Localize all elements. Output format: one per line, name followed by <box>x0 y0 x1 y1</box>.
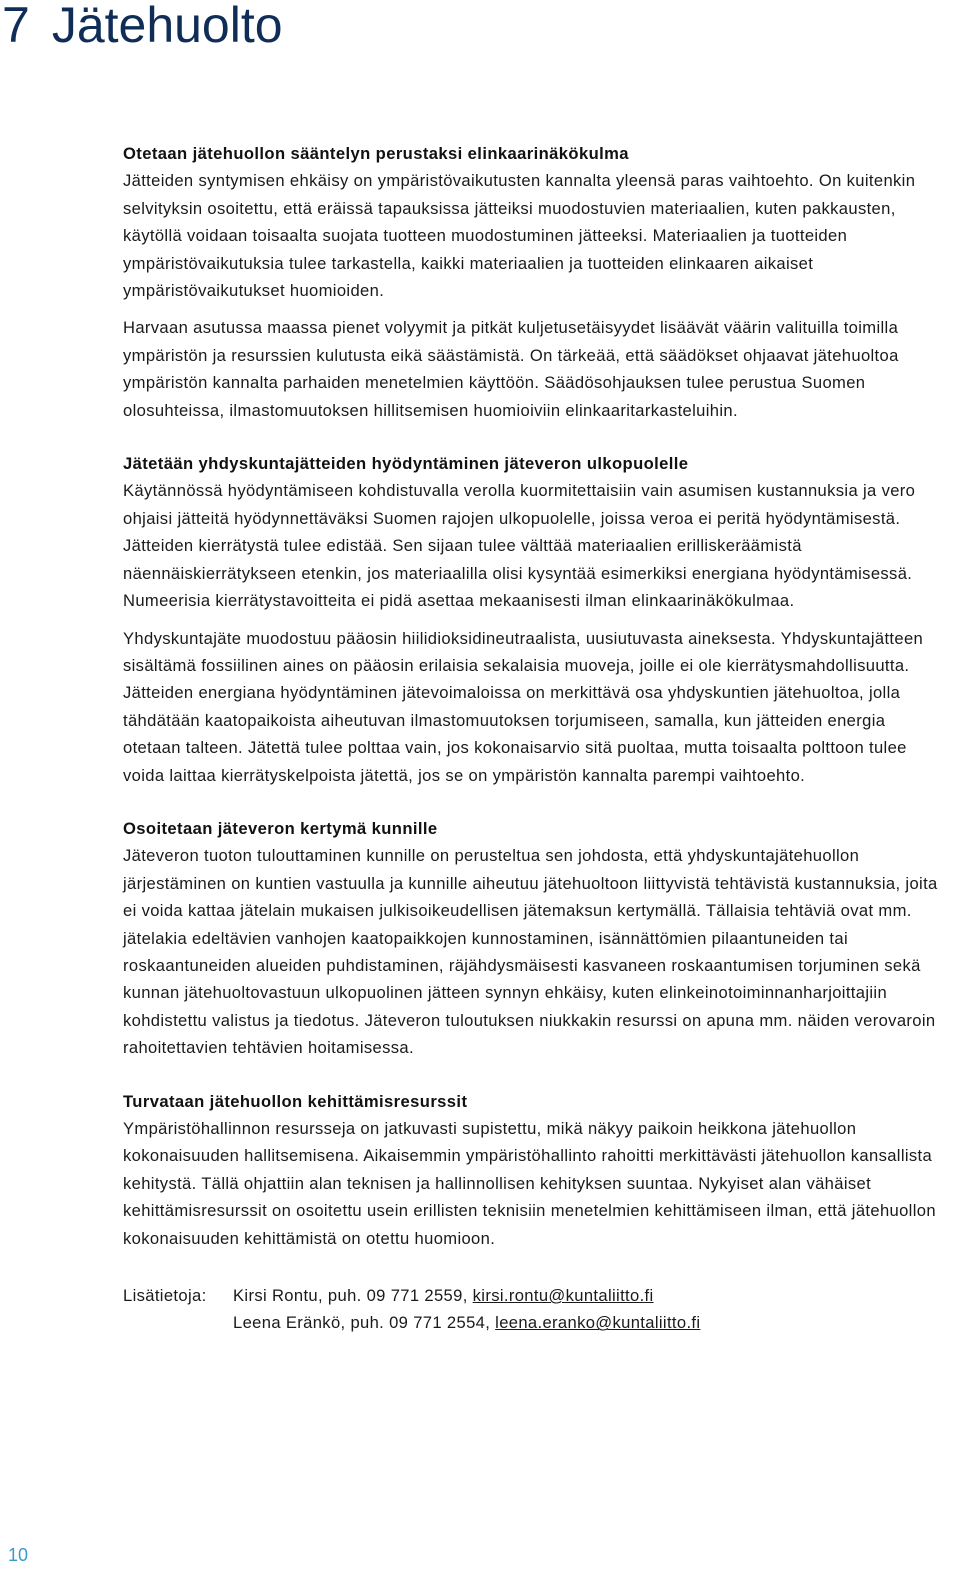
paragraph: Jäteveron tuoton tulouttaminen kunnille on perusteltua sen johdosta, että yhdyskuntajätehuollon järjestäminen on kuntien vastuulla ja kunnille aiheutuu jätehuoltoon liittyvistä tehtävistä kustannuksia, joita ei voida kattaa jätelain mukaisen julkisoikeudellisen jätemaksun kertymällä. Tällaisia tehtäviä ovat mm. jätelakia edeltävien vanhojen kaatopaikkojen kunnostaminen, isännättömien pilaantuneiden tai roskaantuneiden alueiden puhdistaminen, räjähdysmäisesti kasvaneen roskaantumisen torjuminen sekä kunnan jätehuoltovastuun ulkopuolinen jätteen synnyn ehkäisy, kuten elinkeinotoiminnanharjoittajiin kohdistettu valistus ja tiedotus. Jäteveron tuloutuksen niukkakin resurssi on apuna mm. näiden verovaroin rahoitettavien tehtävien hoitamisessa. <box>123 846 938 1058</box>
paragraph: Ympäristöhallinnon resursseja on jatkuvasti supistettu, mikä näkyy paikoin heikkona jätehuollon kokonaisuuden hallitsemisena. Aikaisemmin ympäristöhallinto rahoitti merkittävästi jätehuollon kansallista kehitystä. Tällä ohjattiin alan teknisen ja hallinnollisen kehityksen suuntaa. Nykyiset alan vähäiset kehittämisresurssit on osoitettu usein erillisten teknisiin menetelmien kehittämiseen ilman, että jätehuollon kokonaisuuden kehittämistä on otettu huomioon. <box>123 1119 936 1248</box>
chapter-title: Jätehuolto <box>51 0 283 53</box>
paragraph: Käytännössä hyödyntämiseen kohdistuvalla verolla kuormitettaisiin vain asumisen kustannuksia ja vero ohjaisi jätteitä hyödynnettäväksi Suomen rajojen ulkopuolelle, joissa veroa ei peritä hyödyntämisestä. Jätteiden kierrätystä tulee edistää. Sen sijaan tulee välttää materiaalien erilliskeräämistä näennäiskierrätykseen etenkin, jos materiaalilla olisi kysyntää esimerkiksi energiana hyödyntämisessä. Numeerisia kierrätystavoitteita ei pidä asettaa mekaanisesti ilman elinkaarinäkökulmaa. <box>123 481 916 611</box>
contact-label-spacer <box>123 1309 233 1336</box>
email-link[interactable]: leena.eranko@kuntaliitto.fi <box>495 1313 701 1333</box>
section-heading: Osoitetaan jäteveron kertymä kunnille <box>123 818 438 838</box>
chapter-number: 7 <box>2 0 30 53</box>
contact-row <box>123 1309 948 1336</box>
section-heading: Otetaan jätehuollon sääntelyn perustaksi elinkaarinäkökulma <box>123 144 629 163</box>
section-jatevero-ulkopuolelle <box>123 450 948 789</box>
contact-person <box>233 1309 700 1336</box>
paragraph: Yhdyskuntajäte muodostuu pääosin hiilidioksidineutraalista, uusiutuvasta aineksesta. Yhdyskuntajätteen sisältämä fossiilinen aines on pääosin erilaisia sekalaisia muoveja, joille ei ole kierrätysmahdollisuutta. Jätteiden energiana hyödyntäminen jätevoimaloissa on merkittävä osa yhdyskuntien jätehuoltoa, jolla tähdätään kaatopaikoista aiheutuvan ilmastomuutoksen torjumiseen, samalla, kun jätteiden energia otetaan talteen. Jätettä tulee polttaa vain, jos kokonaisarvio sitä puoltaa, mutta toisaalta polttoon tulee voida laittaa kierrätyskelpoista jätettä, jos se on ympäristön kannalta parempi vaihtoehto. <box>123 628 924 785</box>
paragraph: Jätteiden syntymisen ehkäisy on ympäristövaikutusten kannalta yleensä paras vaihtoehto. On kuitenkin selvityksin osoitettu, että eräissä tapauksissa jätteiksi muodostuvien materiaalien, kuten pakkausten, käytöllä voidaan toisaalta suojata tuotteen muodostuminen jätteeksi. Materiaalien ja tuotteiden ympäristövaikutuksia tulee tarkastella, kaikki materiaalien ja tuotteiden elinkaaren aikaiset ympäristövaikutukset huomioiden. <box>123 171 916 301</box>
section-elinkaari <box>123 140 948 424</box>
section-kehittamisresurssit <box>123 1088 948 1252</box>
contact-person <box>233 1282 654 1309</box>
section-heading: Jätetään yhdyskuntajätteiden hyödyntäminen jäteveron ulkopuolelle <box>123 454 689 474</box>
chapter-heading <box>2 0 283 57</box>
page-number: 10 <box>8 1545 29 1565</box>
contact-info <box>123 1282 948 1337</box>
main-content <box>123 140 948 1337</box>
contact-row <box>123 1282 948 1309</box>
contact-details: Kirsi Rontu, puh. 09 771 2559, <box>233 1286 473 1306</box>
section-jateveron-kertyma <box>123 815 948 1062</box>
contact-label: Lisätietoja: <box>123 1286 207 1306</box>
paragraph: Harvaan asutussa maassa pienet volyymit ja pitkät kuljetusetäisyydet lisäävät väärin valituilla toimilla ympäristön ja resurssien kulutusta eikä säästämistä. On tärkeää, että säädökset ohjaavat jätehuoltoa ympäristön kannalta parhaiden menetelmien käyttöön. Säädösohjauksen tulee perustua Suomen olosuhteissa, ilmastomuutoksen hillitsemisen huomioiviin elinkaaritarkasteluihin. <box>123 318 899 420</box>
email-link[interactable]: kirsi.rontu@kuntaliitto.fi <box>472 1286 654 1306</box>
section-heading: Turvataan jätehuollon kehittämisresurssit <box>123 1091 468 1111</box>
contact-details: Leena Eränkö, puh. 09 771 2554, <box>233 1313 496 1333</box>
